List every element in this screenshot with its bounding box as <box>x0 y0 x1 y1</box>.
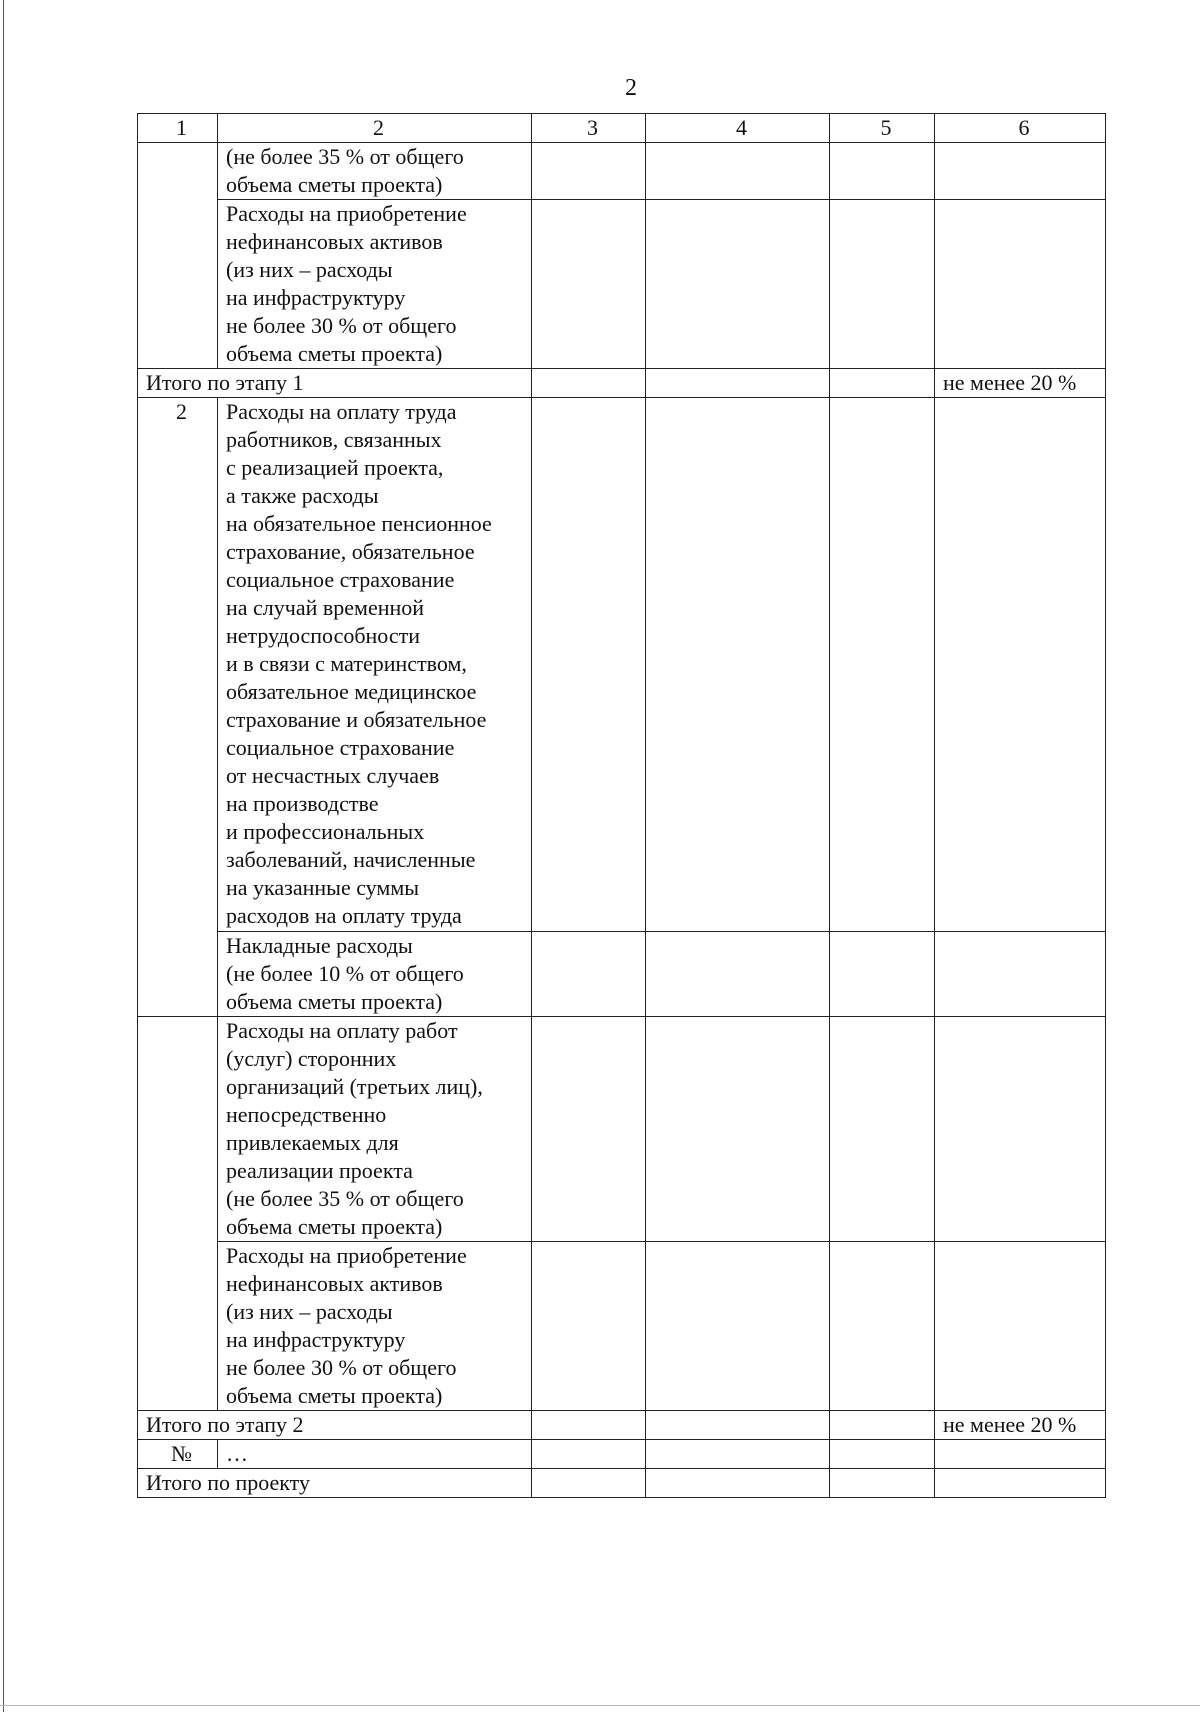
stage-total-row <box>138 369 1106 398</box>
project-total-row <box>138 1469 1106 1498</box>
empty-cell <box>646 398 830 932</box>
table-header-row <box>138 114 1106 143</box>
empty-cell <box>830 398 935 932</box>
table-row <box>138 398 1106 932</box>
table-row <box>138 1017 1106 1242</box>
stage-total-row <box>138 1411 1106 1440</box>
empty-cell <box>532 1017 646 1242</box>
empty-cell <box>532 1411 646 1440</box>
empty-cell <box>830 1440 935 1469</box>
stage-number-cell: № <box>138 1440 218 1469</box>
empty-cell <box>830 1469 935 1498</box>
empty-cell <box>935 1242 1106 1411</box>
empty-cell <box>646 1469 830 1498</box>
budget-table <box>137 113 1106 1498</box>
empty-cell <box>830 1017 935 1242</box>
stage-total-label: Итого по этапу 1 <box>138 369 532 398</box>
empty-cell <box>532 1469 646 1498</box>
empty-cell <box>532 143 646 200</box>
empty-cell <box>830 1411 935 1440</box>
scan-edge-left <box>3 0 4 1712</box>
table-row <box>138 200 1106 369</box>
empty-cell <box>532 369 646 398</box>
stage-total-label: Итого по этапу 2 <box>138 1411 532 1440</box>
header-cell-1: 1 <box>138 114 218 143</box>
empty-cell <box>646 1017 830 1242</box>
header-cell-4: 4 <box>646 114 830 143</box>
empty-cell <box>830 932 935 1017</box>
header-cell-6: 6 <box>935 114 1106 143</box>
expense-description: Расходы на оплату труда работников, связанных с реализацией проекта, а также расходы на обязательное пенсионное страхование, обязательное социальное страхование на случай временной нетрудоспособности и в связи с материнством, обязательное медицинское страхование и обязательное социальное страхование от несчастных случаев на производстве и профессиональных заболеваний, начисленные на указанные суммы расходов на оплату труда <box>218 398 532 932</box>
table-row <box>138 1440 1106 1469</box>
expense-description: (не более 35 % от общего объема сметы проекта) <box>218 143 532 200</box>
empty-cell <box>646 1242 830 1411</box>
empty-cell <box>935 398 1106 932</box>
empty-cell <box>830 369 935 398</box>
expense-description: Расходы на оплату работ (услуг) сторонних организаций (третьих лиц), непосредственно привлекаемых для реализации проекта (не более 35 % от общего объема сметы проекта) <box>218 1017 532 1242</box>
empty-cell <box>830 200 935 369</box>
header-cell-5: 5 <box>830 114 935 143</box>
header-cell-2: 2 <box>218 114 532 143</box>
empty-cell <box>646 1440 830 1469</box>
table-row <box>138 932 1106 1017</box>
stage-number-cell <box>138 143 218 369</box>
empty-cell <box>646 200 830 369</box>
stage-number-cell <box>138 1017 218 1411</box>
project-total-label: Итого по проекту <box>138 1469 532 1498</box>
empty-cell <box>646 932 830 1017</box>
empty-cell <box>830 143 935 200</box>
empty-cell <box>532 932 646 1017</box>
table-row <box>138 1242 1106 1411</box>
stage-total-share: не менее 20 % <box>935 369 1106 398</box>
expense-description: Расходы на приобретение нефинансовых активов (из них – расходы на инфраструктуру не более 30 % от общего объема сметы проекта) <box>218 1242 532 1411</box>
empty-cell <box>935 1017 1106 1242</box>
page-number: 2 <box>625 75 637 101</box>
empty-cell <box>532 1440 646 1469</box>
empty-cell <box>935 932 1106 1017</box>
header-cell-3: 3 <box>532 114 646 143</box>
empty-cell <box>935 143 1106 200</box>
empty-cell <box>935 1469 1106 1498</box>
stage-number-cell: 2 <box>138 398 218 1017</box>
empty-cell <box>935 1440 1106 1469</box>
table-row <box>138 143 1106 200</box>
expense-description: Расходы на приобретение нефинансовых активов (из них – расходы на инфраструктуру не более 30 % от общего объема сметы проекта) <box>218 200 532 369</box>
empty-cell <box>646 369 830 398</box>
empty-cell <box>935 200 1106 369</box>
expense-description: Накладные расходы (не более 10 % от общего объема сметы проекта) <box>218 932 532 1017</box>
empty-cell <box>646 1411 830 1440</box>
stage-total-share: не менее 20 % <box>935 1411 1106 1440</box>
empty-cell <box>532 398 646 932</box>
empty-cell <box>532 200 646 369</box>
scan-edge-bottom <box>0 1705 1200 1706</box>
empty-cell <box>532 1242 646 1411</box>
ellipsis-cell: … <box>218 1440 532 1469</box>
empty-cell <box>646 143 830 200</box>
empty-cell <box>830 1242 935 1411</box>
